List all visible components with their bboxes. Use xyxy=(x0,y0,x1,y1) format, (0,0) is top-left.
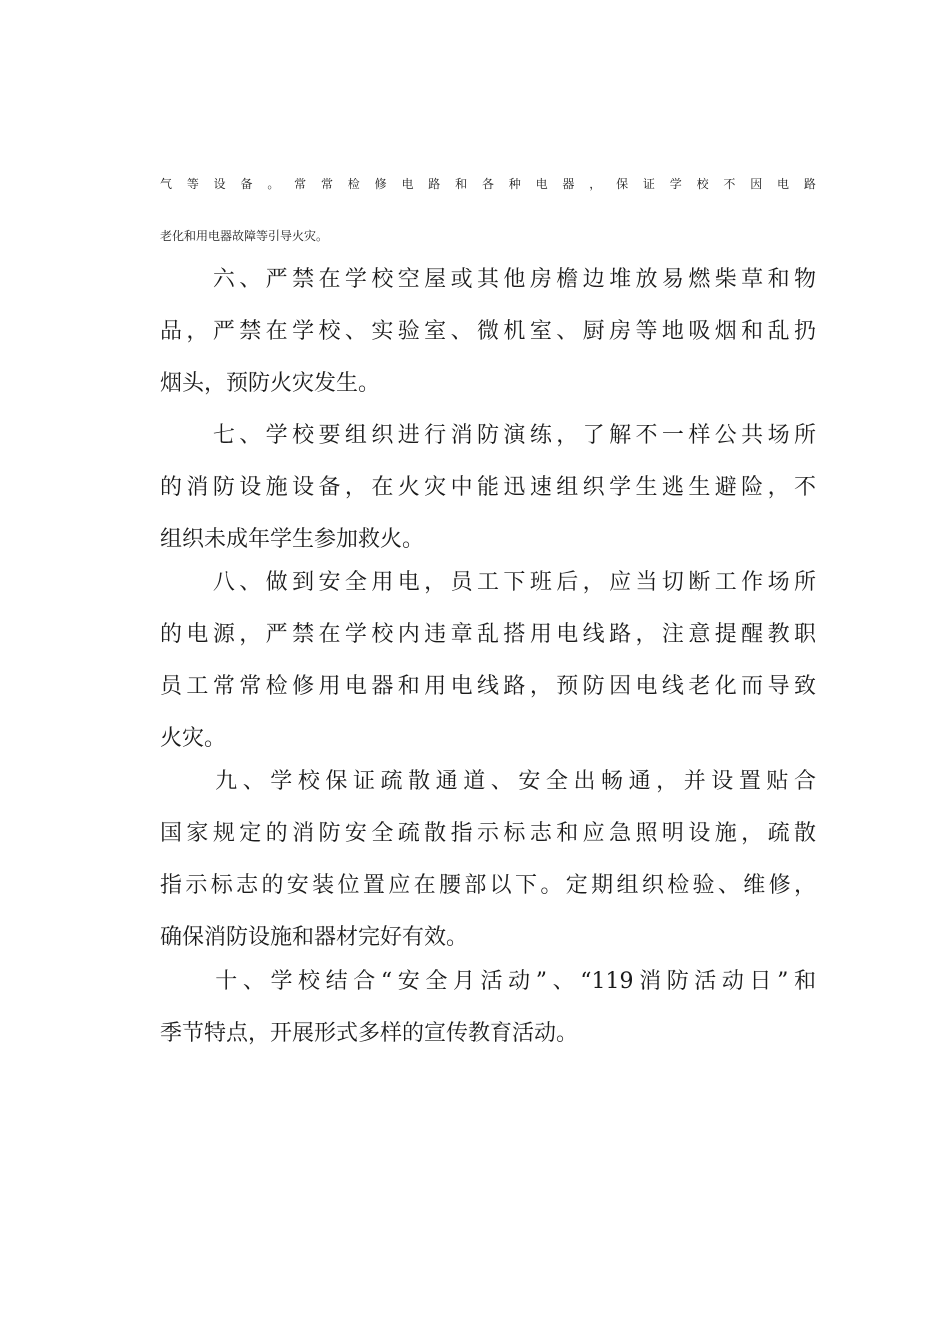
paragraph-line: 品，严禁在学校、实验室、微机室、厨房等地吸烟和乱扔 xyxy=(160,319,816,344)
continuation-char: 保 xyxy=(616,177,629,191)
continuation-char: 路 xyxy=(803,177,816,191)
continuation-char: 学 xyxy=(669,177,682,191)
continuation-char: 。 xyxy=(267,177,280,191)
continuation-char: 电 xyxy=(401,177,414,191)
continuation-char: 各 xyxy=(481,177,494,191)
paragraph-line: 确保消防设施和器材完好有效。 xyxy=(160,925,469,950)
paragraph-10 xyxy=(160,956,816,1060)
paragraph-8 xyxy=(160,557,816,765)
paragraph-line: 的消防设施设备，在火灾中能迅速组织学生逃生避险，不 xyxy=(160,475,816,500)
continuation-char: 修 xyxy=(374,177,387,191)
paragraph-line: 烟头，预防火灾发生。 xyxy=(160,371,381,396)
continuation-char: 器 xyxy=(562,177,575,191)
paragraph-9 xyxy=(160,756,816,964)
continuation-char: 电 xyxy=(535,177,548,191)
continuation-char: 校 xyxy=(696,177,709,191)
paragraph-6 xyxy=(160,254,816,410)
continuation-char: 电 xyxy=(777,177,790,191)
continuation-char: 因 xyxy=(750,177,763,191)
continuation-char: ， xyxy=(589,177,602,191)
continuation-char: 等 xyxy=(186,177,199,191)
continuation-line-1 xyxy=(160,176,816,192)
paragraph-line: 国家规定的消防安全疏散指示标志和应急照明设施，疏散 xyxy=(160,821,816,846)
continuation-char: 不 xyxy=(723,177,736,191)
paragraph-line: 十、学校结合“安全月活动”、“119消防活动日”和 xyxy=(160,969,816,994)
continuation-char: 常 xyxy=(320,177,333,191)
continuation-char: 和 xyxy=(455,177,468,191)
paragraph-line: 八、做到安全用电，员工下班后，应当切断工作场所 xyxy=(160,570,816,595)
paragraph-line: 指示标志的安装位置应在腰部以下。定期组织检验、维修， xyxy=(160,873,816,898)
paragraph-line: 六、严禁在学校空屋或其他房檐边堆放易燃柴草和物 xyxy=(160,267,816,292)
continuation-char: 种 xyxy=(508,177,521,191)
paragraph-line: 七、学校要组织进行消防演练，了解不一样公共场所 xyxy=(160,423,816,448)
continuation-char: 路 xyxy=(428,177,441,191)
paragraph-7 xyxy=(160,410,816,566)
continuation-char: 证 xyxy=(642,177,655,191)
continuation-line-2: 老化和用电器故障等引导火灾。 xyxy=(160,229,329,243)
continuation-char: 设 xyxy=(213,177,226,191)
continuation-char: 常 xyxy=(294,177,307,191)
paragraph-line: 九、学校保证疏散通道、安全出畅通，并设置贴合 xyxy=(160,769,816,794)
continuation-char: 检 xyxy=(347,177,360,191)
paragraph-line: 火灾。 xyxy=(160,726,227,751)
paragraph-line: 季节特点，开展形式多样的宣传教育活动。 xyxy=(160,1021,579,1046)
continuation-char: 气 xyxy=(160,177,173,191)
paragraph-line: 组织未成年学生参加救火。 xyxy=(160,527,425,552)
continuation-char: 备 xyxy=(240,177,253,191)
paragraph-line: 员工常常检修用电器和用电线路，预防因电线老化而导致 xyxy=(160,674,816,699)
paragraph-line: 的电源，严禁在学校内违章乱搭用电线路，注意提醒教职 xyxy=(160,622,816,647)
